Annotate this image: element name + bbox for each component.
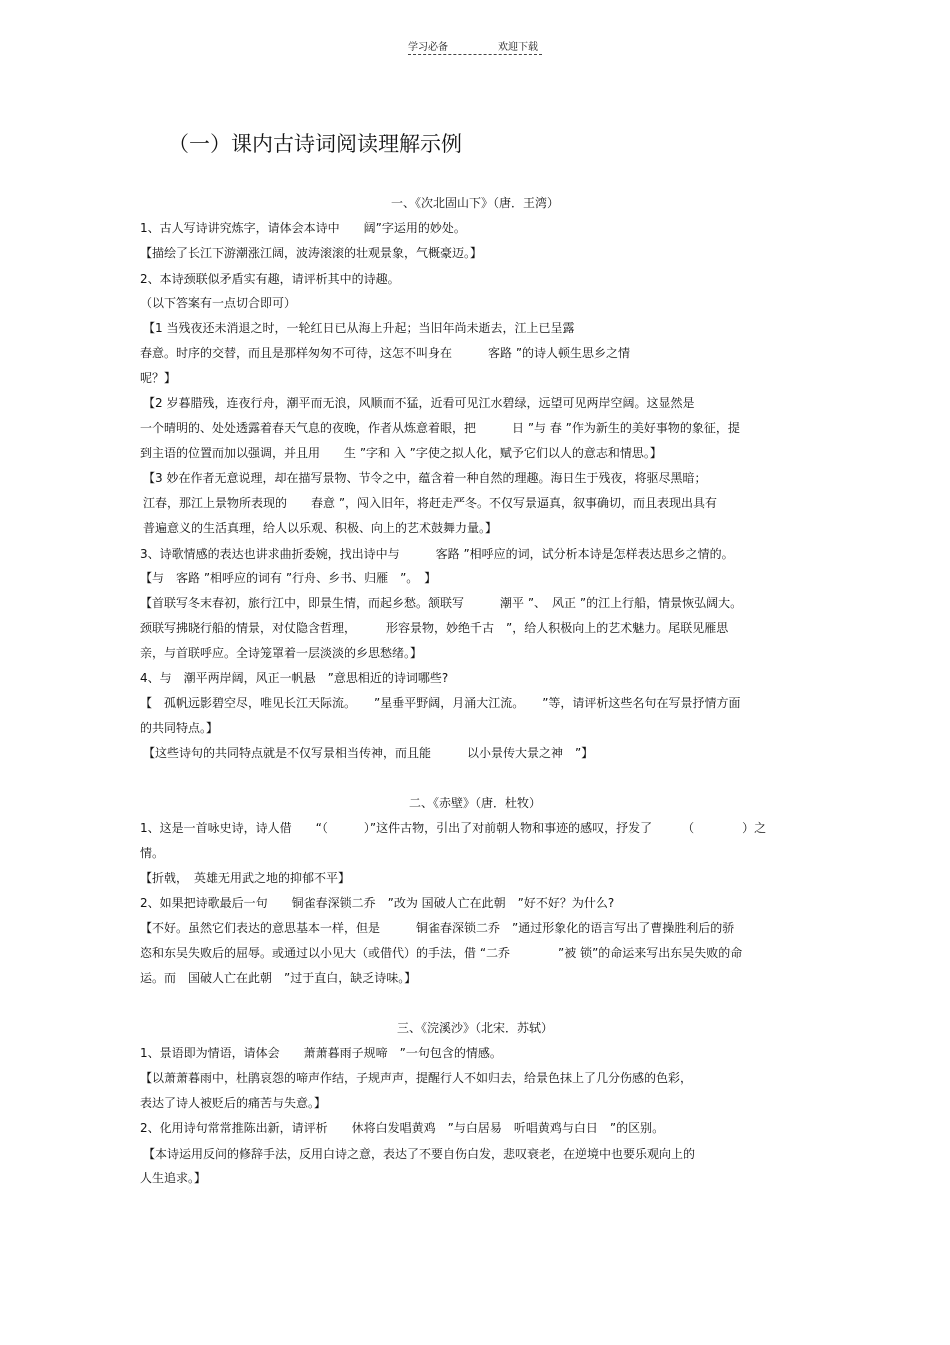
question-line: 2、如果把诗歌最后一句 铜雀春深锁二乔 ”改为 国破人亡在此朝 ”好不好？为什么? xyxy=(140,896,615,910)
answer-line: 春意。时序的交替，而且是那样匆匆不可待，这怎不叫身在 客路 ”的诗人顿生思乡之情 xyxy=(140,346,631,360)
answer-line: 呢？】 xyxy=(140,371,177,385)
question-line: 2、化用诗句常常推陈出新，请评析 休将白发唱黄鸡 ”与白居易 听唱黄鸡与白日 ”的区别。 xyxy=(140,1121,665,1135)
answer-line: 恣和东吴失败后的屈辱。或通过以小见大（或借代）的手法，借 “二乔 ”被 锁”的命运来写出东吴失败的命 xyxy=(140,946,743,960)
page-title: （一）课内古诗词阅读理解示例 xyxy=(168,132,462,156)
section-heading: 二、《赤壁》（唐．杜牧） xyxy=(408,796,541,810)
answer-line: 亲，与首联呼应。全诗笼罩着一层淡淡的乡思愁绪。】 xyxy=(140,646,423,660)
answer-line: 【2 岁暮腊残，连夜行舟，潮平而无浪，风顺而不猛，近看可见江水碧绿，远望可见两岸空阔。这显然是 xyxy=(143,396,695,410)
answer-line: 【首联写冬末春初，旅行江中，即景生情，而起乡愁。颔联写 潮平 ”、 风正 ”的江上行船，情景恢弘阔大。 xyxy=(140,596,743,610)
question-line: 1、这是一首咏史诗，诗人借 “（ ）”这件古物，引出了对前朝人物和事迹的感叹，抒发了 （ ）之 xyxy=(140,821,767,835)
answer-line: 运。而 国破人亡在此朝 ”过于直白，缺乏诗味。】 xyxy=(140,971,417,985)
question-line: 1、古人写诗讲究炼字，请体会本诗中 阔”字运用的妙处。 xyxy=(140,221,466,235)
answer-line: 【描绘了长江下游潮涨江阔，波涛滚滚的壮观景象，气概豪迈。】 xyxy=(140,246,483,260)
answer-line: 江春，那江上景物所表现的 春意 ”，闯入旧年，将赶走严冬。不仅写景逼真，叙事确切，而且表现出具有 xyxy=(143,496,718,510)
header-right-text: 欢迎下载 xyxy=(498,42,538,53)
answer-line: 颈联写拂晓行船的情景，对仗隐含哲理， 形容景物，妙绝千古 ”，给人积极向上的艺术魅力。尾联见雁思 xyxy=(140,621,729,635)
answer-line: 【本诗运用反问的修辞手法，反用白诗之意，表达了不要自伤白发，悲叹衰老，在逆境中也要乐观向上的 xyxy=(143,1147,696,1161)
answer-line: 【 孤帆远影碧空尽，唯见长江天际流。 ”星垂平野阔，月涌大江流。 ”等，请评析这些名句在写景抒情方面 xyxy=(140,696,741,710)
question-line: 4、与 潮平两岸阔，风正一帆悬 ”意思相近的诗词哪些? xyxy=(140,671,449,685)
answer-line: 的共同特点。】 xyxy=(140,721,219,735)
question-line: 2、本诗颈联似矛盾实有趣，请评析其中的诗趣。 xyxy=(140,272,400,286)
section-heading: 三、《浣溪沙》（北宋．苏轼） xyxy=(396,1021,553,1035)
answer-line: 【不好。虽然它们表达的意思基本一样，但是 铜雀春深锁二乔 ”通过形象化的语言写出了曹操胜利后的骄 xyxy=(140,921,735,935)
answer-line: 到主语的位置而加以强调，并且用 生 ”字和 入 ”字使之拟人化，赋予它们以人的意志和情思。】 xyxy=(140,446,662,460)
note-line: （以下答案有一点切合即可） xyxy=(140,296,297,310)
section-heading: 一、《次北固山下》（唐．王湾） xyxy=(390,196,559,210)
question-line: 3、诗歌情感的表达也讲求曲折委婉，找出诗中与 客路 ”相呼应的词，试分析本诗是怎样表达思乡之情的。 xyxy=(140,547,734,561)
answer-line: 一个晴明的、处处透露着春天气息的夜晚，作者从炼意着眼，把 日 ”与 春 ”作为新生的美好事物的象征，提 xyxy=(140,421,740,435)
page-header xyxy=(0,38,950,58)
answer-line: 【这些诗句的共同特点就是不仅写景相当传神，而且能 以小景传大景之神 ”】 xyxy=(143,746,594,760)
question-line: 1、景语即为情语，请体会 萧萧暮雨子规啼 ”一句包含的情感。 xyxy=(140,1046,502,1060)
answer-line: 表达了诗人被贬后的痛苦与失意。】 xyxy=(140,1096,327,1110)
header-left-text: 学习必备 xyxy=(408,42,448,53)
answer-line: 【3 妙在作者无意说理，却在描写景物、节令之中，蕴含着一种自然的理趣。海日生于残夜，将驱尽黑暗； xyxy=(143,471,707,485)
answer-line: 人生追求。】 xyxy=(140,1171,207,1185)
header-divider xyxy=(408,54,542,55)
answer-line: 【1 当残夜还未消退之时，一轮红日已从海上升起；当旧年尚未逝去，江上已呈露 xyxy=(143,321,575,335)
answer-line: 【与 客路 ”相呼应的词有 ”行舟、乡书、归雁 ”。 】 xyxy=(140,571,437,585)
answer-line: 【折戟， 英雄无用武之地的抑郁不平】 xyxy=(140,871,351,885)
question-line: 情。 xyxy=(140,846,165,860)
answer-line: 【以萧萧暮雨中，杜鹃哀怨的啼声作结，子规声声，提醒行人不如归去，给景色抹上了几分伤感的色彩， xyxy=(140,1071,693,1085)
answer-line: 普遍意义的生活真理，给人以乐观、积极、向上的艺术鼓舞力量。】 xyxy=(143,521,498,535)
